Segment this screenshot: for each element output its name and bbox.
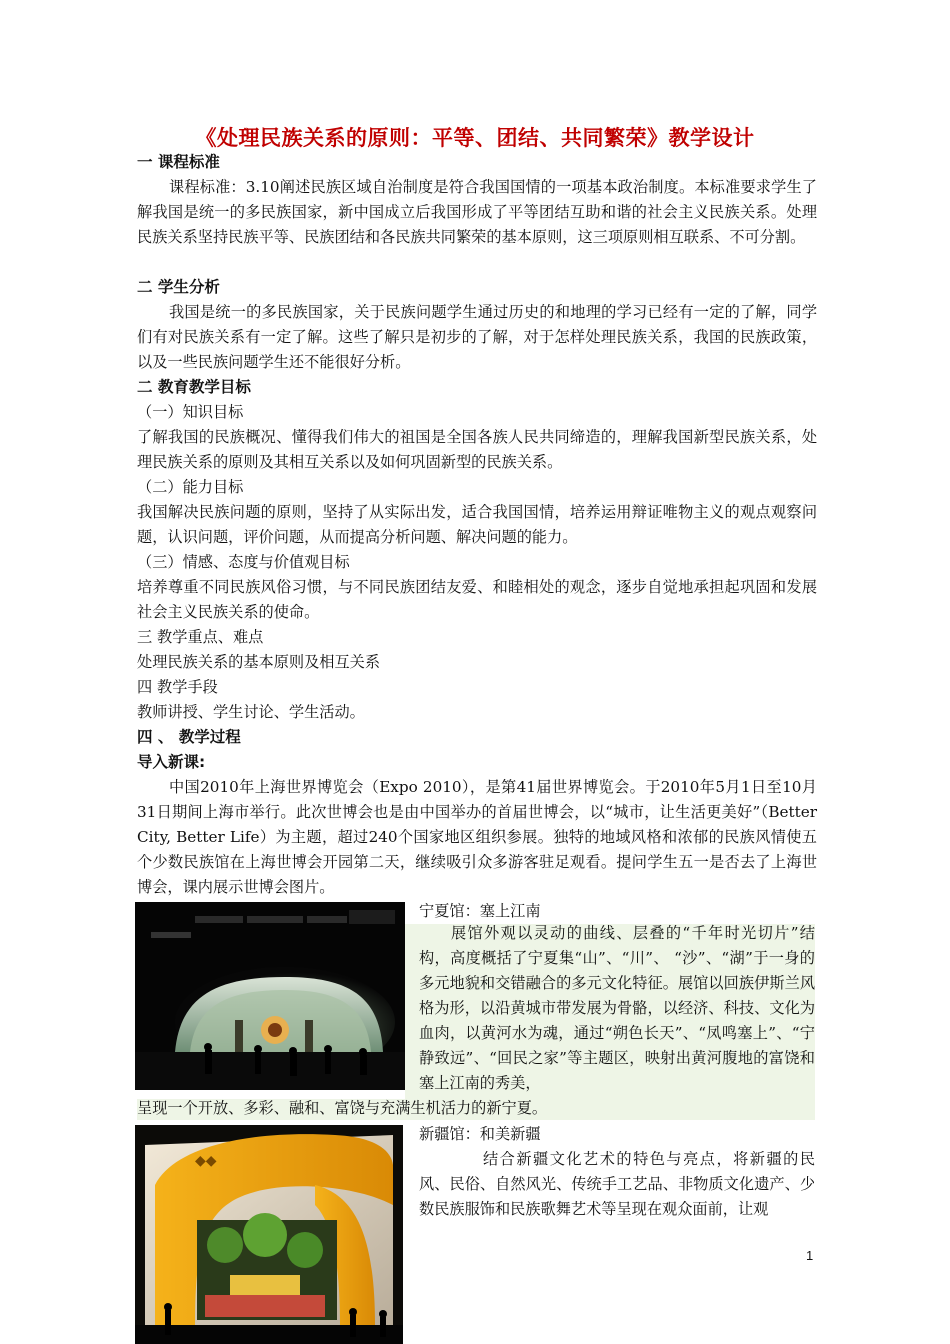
- goal-knowledge-paragraph: [137, 425, 817, 475]
- curriculum-text: 课程标准：3.10阐述民族区域自治制度是符合我国国情的一项基本政治制度。本标准要求学生了解我国是统一的多民族国家，新中国成立后我国形成了平等团结互助和谐的社会主义民族关系。处理民族关系坚持民族平等、民族团结和各民族共同繁荣的基本原则，这三项原则相互联系、不可分割。: [137, 178, 817, 246]
- pavilion-sign-icon: ◆◆: [195, 1153, 217, 1169]
- section-heading-keypoints: 三 教学重点、难点: [137, 628, 264, 646]
- ningxia-caption: 宁夏馆：塞上江南: [419, 902, 541, 920]
- xinjiang-caption: 新疆馆：和美新疆: [419, 1125, 541, 1143]
- intro-text: 中国2010年上海世界博览会（Expo 2010），是第41届世界博览会。于2010年5月1日至10月31日期间上海市举行。此次世博会也是由中国举办的首届世博会，以“城市，让生活更美好”（Better City, Better Life）为主题，超过240个国家地区组织参展。独特的地域风格和浓郁的民族风情使五个少数民族馆在上海世博会开园第二天，继续吸引众多游客驻足观看。提问学生五一是否去了上海世博会，课内展示世博会图片。: [137, 778, 817, 896]
- section-heading-methods: 四 教学手段: [137, 678, 218, 696]
- section-heading-process: 四 、 教学过程: [137, 728, 241, 746]
- students-text: 我国是统一的多民族国家，关于民族问题学生通过历史的和地理的学习已经有一定的了解，同学们有对民族关系有一定了解。这些了解只是初步的了解，对于怎样处理民族关系，我国的民族政策，以及一些民族问题学生还不能很好分析。: [137, 303, 817, 371]
- ningxia-text-tail: 呈现一个开放、多彩、融和、富饶与充满生机活力的新宁夏。: [137, 1099, 548, 1117]
- methods-text: 教师讲授、学生讨论、学生活动。: [137, 703, 365, 721]
- intro-paragraph: [137, 775, 817, 900]
- ningxia-pavilion-image: [135, 902, 405, 1090]
- ningxia-pavilion-photo: [135, 902, 405, 1090]
- page-number: 1: [806, 1248, 814, 1263]
- goal-ability-heading: （二）能力目标: [137, 478, 244, 496]
- goal-knowledge-heading: （一）知识目标: [137, 403, 244, 421]
- goal-emotion-text: 培养尊重不同民族风俗习惯，与不同民族团结友爱、和睦相处的观念，逐步自觉地承担起巩固和发展社会主义民族关系的使命。: [137, 578, 817, 621]
- xinjiang-pavilion-photo: [135, 1125, 403, 1344]
- keypoints-text: 处理民族关系的基本原则及相互关系: [137, 653, 380, 671]
- goal-emotion-heading: （三）情感、态度与价值观目标: [137, 553, 350, 571]
- section-heading-students: 二 学生分析: [137, 278, 220, 296]
- section-heading-goals: 二 教育教学目标: [137, 378, 251, 396]
- goal-ability-paragraph: [137, 500, 817, 550]
- intro-heading: 导入新课:: [137, 753, 206, 771]
- goal-emotion-paragraph: [137, 575, 817, 625]
- ningxia-text: 展馆外观以灵动的曲线、层叠的“千年时光切片”结构，高度概括了宁夏集“山”、“川”、 “沙”、“湖”于一身的多元地貌和交错融合的多元文化特征。展馆以回族伊斯兰风格为形，以沿黄城市带发展为骨骼，以经济、科技、文化为血肉，以黄河水为魂，通过“朔色长天”、“凤鸣塞上”、“宁静致远”、“回民之家”等主题区，映射出黄河腹地的富饶和塞上江南的秀美，: [419, 924, 815, 1092]
- goal-ability-text: 我国解决民族问题的原则，坚持了从实际出发，适合我国国情，培养运用辩证唯物主义的观点观察问题，认识问题，评价问题，从而提高分析问题、解决问题的能力。: [137, 503, 817, 546]
- document-title: 《处理民族关系的原则：平等、团结、共同繁荣》教学设计: [195, 125, 755, 150]
- xinjiang-pavilion-image: [135, 1125, 403, 1344]
- section-heading-curriculum: 一 课程标准: [137, 153, 220, 171]
- ningxia-description: [419, 921, 815, 1096]
- curriculum-paragraph: [137, 175, 817, 250]
- xinjiang-description: [419, 1147, 815, 1222]
- goal-knowledge-text: 了解我国的民族概况、懂得我们伟大的祖国是全国各族人民共同缔造的，理解我国新型民族关系，处理民族关系的原则及其相互关系以及如何巩固新型的民族关系。: [137, 428, 817, 471]
- students-paragraph: [137, 300, 817, 375]
- xinjiang-text: 结合新疆文化艺术的特色与亮点，将新疆的民风、民俗、自然风光、传统手工艺品、非物质文化遗产、少数民族服饰和民族歌舞艺术等呈现在观众面前，让观: [419, 1150, 815, 1218]
